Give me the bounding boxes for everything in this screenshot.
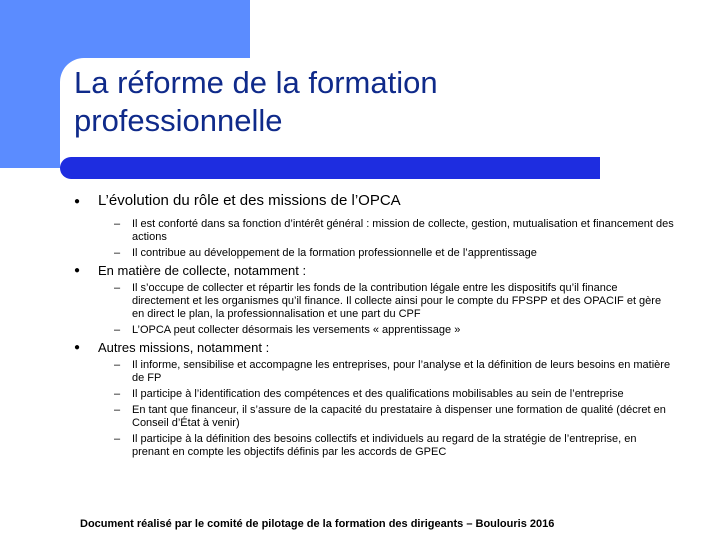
list-item-text: Il participe à la définition des besoins collectifs et individuels au regard de la stratégie de l’entreprise, en prenant en compte les objectifs définis par les accords de GPEC bbox=[132, 433, 637, 458]
list-item bbox=[74, 359, 674, 385]
section-heading bbox=[74, 263, 674, 279]
section-heading-text: En matière de collecte, notamment : bbox=[98, 263, 307, 278]
dash-icon: – bbox=[114, 433, 121, 445]
list-item-text: En tant que financeur, il s’assure de la capacité du prestataire à dispenser une formation de qualité (décret en Conseil d’État à venir) bbox=[132, 404, 666, 429]
list-item-text: Il informe, sensibilise et accompagne les entreprises, pour l’analyse et la définition de leurs besoins en matière de FP bbox=[132, 359, 671, 384]
bullet-icon: ● bbox=[74, 196, 81, 207]
slide-content bbox=[74, 192, 674, 462]
bullet-icon: ● bbox=[74, 265, 81, 276]
list-item-text: L’OPCA peut collecter désormais les versements « apprentissage » bbox=[132, 324, 461, 336]
list-item bbox=[74, 433, 674, 459]
list-item bbox=[74, 324, 674, 337]
list-item-text: Il est conforté dans sa fonction d’intérêt général : mission de collecte, gestion, mutualisation et financement des actions bbox=[132, 218, 674, 243]
slide-title-line-1: La réforme de la formation bbox=[74, 65, 438, 100]
list-item-text: Il contribue au développement de la formation professionnelle et de l’apprentissage bbox=[132, 247, 537, 259]
dash-icon: – bbox=[114, 324, 121, 336]
dash-icon: – bbox=[114, 359, 121, 371]
section-heading bbox=[74, 340, 674, 356]
dash-icon: – bbox=[114, 404, 121, 416]
list-item bbox=[74, 247, 674, 260]
bullet-icon: ● bbox=[74, 342, 81, 353]
list-item bbox=[74, 282, 674, 321]
list-item bbox=[74, 388, 674, 401]
slide-title-line-2: professionnelle bbox=[74, 103, 283, 138]
dash-icon: – bbox=[114, 282, 121, 294]
footer-note: Document réalisé par le comité de pilotage de la formation des dirigeants – Boulouris 2016 bbox=[80, 518, 555, 530]
dash-icon: – bbox=[114, 388, 121, 400]
list-item-text: Il s’occupe de collecter et répartir les fonds de la contribution légale entre les dispositifs qu’il finance directement et les organismes qu’il finance. Il collecte ainsi pour le compte du FPSPP et des OPACIF et gère en direct le plan, la professionnalisation et une part du CPF bbox=[132, 282, 662, 320]
title-underline-bar bbox=[60, 157, 600, 179]
slide-title bbox=[74, 64, 438, 140]
section-heading bbox=[74, 192, 674, 210]
dash-icon: – bbox=[114, 218, 121, 230]
dash-icon: – bbox=[114, 247, 121, 259]
list-item bbox=[74, 404, 674, 430]
section-heading-text: L’évolution du rôle et des missions de l’OPCA bbox=[98, 192, 401, 209]
section-heading-text: Autres missions, notamment : bbox=[98, 340, 270, 355]
list-item bbox=[74, 218, 674, 244]
list-item-text: Il participe à l’identification des compétences et des qualifications mobilisables au sein de l’entreprise bbox=[132, 388, 624, 400]
